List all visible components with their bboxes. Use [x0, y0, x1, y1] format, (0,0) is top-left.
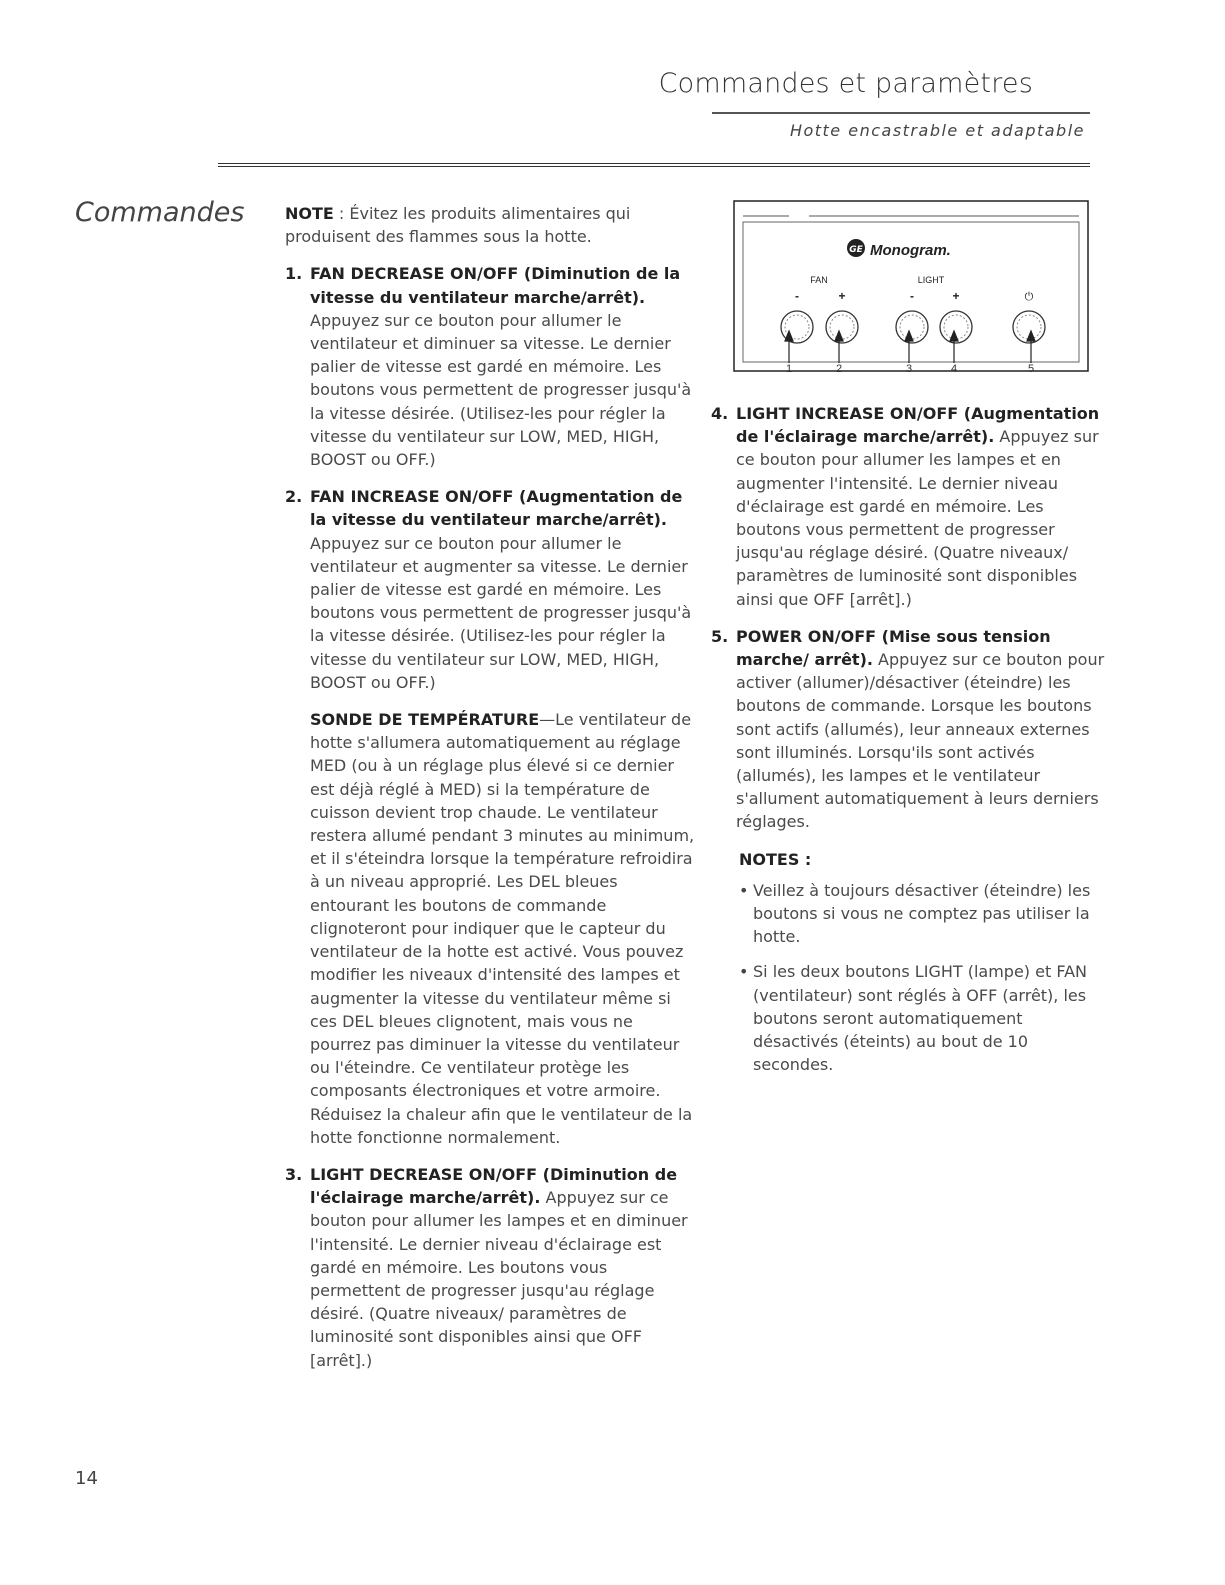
callout-arrows	[785, 331, 1035, 363]
ge-logo-text: GE	[849, 245, 863, 255]
item-number: 5.	[711, 626, 729, 646]
fan-minus-symbol: -	[795, 289, 799, 303]
page-number: 14	[75, 1468, 98, 1489]
panel-outer-frame	[734, 201, 1088, 371]
callout-4: 4	[950, 363, 958, 372]
callout-3: 3	[905, 363, 913, 372]
item-body: Appuyez sur ce bouton pour allumer le ventilateur et diminuer sa vitesse. Le dernier palier de vitesse est gardé en mémoire. Les boutons vous permettent de progresser jusqu'à la vitesse désirée. (Utilisez-les pour régler la vitesse du ventilateur sur LOW, MED, HIGH, BOOST ou OFF.)	[310, 310, 692, 470]
header-subtitle: Hotte encastrable et adaptable	[789, 121, 1085, 140]
light-label: LIGHT	[917, 275, 945, 285]
callout-1: 1	[785, 363, 793, 372]
header-title: Commandes et paramètres	[658, 68, 1033, 99]
sonde-heading: SONDE DE TEMPÉRATURE	[310, 710, 540, 730]
light-minus-symbol: -	[910, 289, 914, 303]
section-title: Commandes	[75, 197, 245, 228]
notes-list	[711, 879, 1111, 1077]
list-item-3	[285, 1163, 695, 1372]
sonde-body: —Le ventilateur de hotte s'allumera automatiquement au réglage MED (ou à un réglage plus élevé si ce dernier est déjà réglé à MED) si la température de cuisson devient trop chaude. Le ventilateur restera allumé pendant 3 minutes au minimum, et il s'éteindra lorsque la température refroidira à un niveau approprié. Les DEL bleues entourant les boutons de commande clignoteront pour indiquer que le capteur du ventilateur de la hotte est activé. Vous pouvez modifier les niveaux d'intensité des lampes et augmenter la vitesse du ventilateur même si ces DEL bleues clignotent, mais vous ne pourrez pas diminuer la vitesse du ventilateur ou l'éteindre. Ce ventilateur protège les composants électroniques et votre armoire. Réduisez la chaleur afin que le ventilateur de la hotte fonctionne normalement.	[310, 710, 695, 1147]
right-column	[711, 402, 1111, 1088]
note-label: NOTE	[285, 204, 334, 223]
item-heading: LIGHT INCREASE ON/OFF (Augmentation de l'éclairage marche/arrêt).	[736, 404, 1100, 447]
temperature-sensor-paragraph	[310, 708, 695, 1149]
list-item-1	[285, 262, 695, 471]
list-item-4	[711, 402, 1111, 611]
notes-heading: NOTES :	[739, 849, 812, 869]
item-number: 4.	[711, 404, 729, 423]
item-number: 3.	[285, 1164, 303, 1184]
note-text: : Évitez les produits alimentaires qui produisent des flammes sous la hotte.	[285, 204, 631, 247]
ge-logo	[847, 239, 865, 257]
note	[285, 202, 695, 248]
fan-plus-symbol: +	[838, 289, 846, 303]
item-heading: FAN DECREASE ON/OFF (Diminution de la vitesse du ventilateur marche/arrêt).	[310, 264, 681, 307]
brand-name: Monogram.	[870, 242, 951, 259]
light-plus-symbol: +	[952, 289, 960, 303]
header-rule	[218, 163, 1090, 167]
item-body: Appuyez sur ce bouton pour allumer le ventilateur et augmenter sa vitesse. Le dernier palier de vitesse est gardé en mémoire. Les boutons vous permettent de progresser jusqu'à la vitesse désirée. (Utilisez-les pour régler la vitesse du ventilateur sur LOW, MED, HIGH, BOOST ou OFF.)	[310, 533, 692, 692]
list-item-5	[711, 625, 1111, 834]
control-list-right	[711, 402, 1111, 834]
callout-5: 5	[1027, 363, 1035, 372]
left-column	[285, 202, 695, 1386]
fan-label: FAN	[810, 275, 828, 285]
note-item: • Si les deux boutons LIGHT (lampe) et FAN (ventilateur) sont réglés à OFF (arrêt), les boutons seront automatiquement désactivés (éteints) au bout de 10 secondes.	[739, 960, 1111, 1076]
header-rule-short	[712, 112, 1090, 114]
note-item: • Veillez à toujours désactiver (éteindre) les boutons si vous ne comptez pas utiliser la hotte.	[739, 879, 1111, 949]
callout-2: 2	[835, 363, 843, 372]
item-body: Appuyez sur ce bouton pour allumer les lampes et en diminuer l'intensité. Le dernier niveau d'éclairage est gardé en mémoire. Les boutons vous permettent de progresser jusqu'au réglage désiré. (Quatre niveaux/ paramètres de luminosité sont disponibles ainsi que OFF [arrêt].)	[310, 1188, 688, 1370]
item-heading: LIGHT DECREASE ON/OFF (Diminution de l'éclairage marche/arrêt).	[310, 1164, 678, 1208]
list-item-2	[285, 485, 695, 1149]
control-panel-diagram	[733, 200, 1089, 372]
item-number: 1.	[285, 264, 303, 284]
control-list-left	[285, 262, 695, 1371]
item-number: 2.	[285, 487, 303, 507]
item-body: Appuyez sur ce bouton pour allumer les lampes et en augmenter l'intensité. Le dernier niveau d'éclairage est gardé en mémoire. Les boutons vous permettent de progresser jusqu'au réglage désiré. (Quatre niveaux/ paramètres de luminosité sont disponibles ainsi que OFF [arrêt].)	[736, 427, 1099, 609]
item-heading: FAN INCREASE ON/OFF (Augmentation de la vitesse du ventilateur marche/arrêt).	[310, 487, 683, 530]
power-symbol: ⏻	[1024, 290, 1034, 303]
item-heading: POWER ON/OFF (Mise sous tension marche/ arrêt).	[736, 626, 1051, 670]
item-body: Appuyez sur ce bouton pour activer (allumer)/désactiver (éteindre) les boutons de commande. Lorsque les boutons sont actifs (allumés), leur anneaux externes sont illuminés. Lorsqu'ils sont activés (allumés), les lampes et le ventilateur s'allument automatiquement à leurs derniers réglages.	[736, 650, 1105, 832]
